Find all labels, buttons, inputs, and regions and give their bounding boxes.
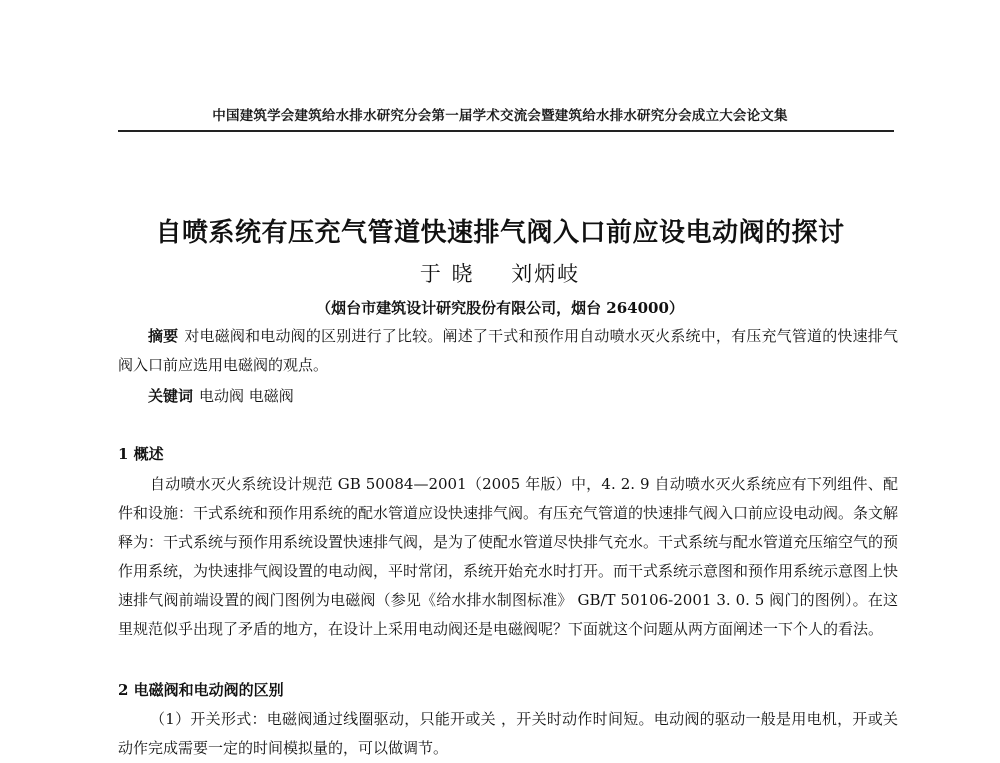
author-1: 于 晓: [419, 262, 475, 286]
section-1-body: [118, 470, 898, 644]
abstract-label: 摘要: [148, 327, 179, 345]
section-1-heading: 1 概述: [118, 445, 164, 463]
keywords: [118, 382, 898, 411]
running-header: 中国建筑学会建筑给水排水研究分会第一届学术交流会暨建筑给水排水研究分会成立大会论文集: [212, 108, 788, 124]
author-2: 刘炳岐: [511, 262, 581, 286]
abstract: [118, 322, 898, 380]
keywords-label: 关键词: [148, 387, 194, 405]
section-2-paragraph: （1）开关形式：电磁阀通过线圈驱动，只能开或关 ，开关时动作时间短。电动阀的驱动一般是用电机，开或关动作完成需要一定的时间模拟量的，可以做调节。: [118, 710, 898, 757]
section-2-body: [118, 705, 898, 763]
paper-title: 自喷系统有压充气管道快速排气阀入口前应设电动阀的探讨: [155, 218, 845, 248]
abstract-text: 对电磁阀和电动阀的区别进行了比较。阐述了干式和预作用自动喷水灭火系统中，有压充气管道的快速排气阀入口前应选用电磁阀的观点。: [118, 327, 898, 374]
authors: [0, 258, 1000, 288]
keywords-text: 电动阀 电磁阀: [199, 387, 294, 405]
section-2-heading: 2 电磁阀和电动阀的区别: [118, 681, 284, 699]
affiliation: （烟台市建筑设计研究股份有限公司，烟台 264000）: [316, 299, 684, 317]
section-1-paragraph: 自动喷水灭火系统设计规范 GB 50084—2001（2005 年版）中，4. 2. 9 自动喷水灭火系统应有下列组件、配件和设施：干式系统和预作用系统的配水管道应设快速排气阀。有压充气管道的快速排气阀入口前应设电动阀。条文解释为：干式系统与预作用系统设置快速排气阀，是为了使配水管道尽快排气充水。干式系统与配水管道充压缩空气的预作用系统，为快速排气阀设置的电动阀，平时常闭，系统开始充水时打开。而干式系统示意图和预作用系统示意图上快速排气阀前端设置的阀门图例为电磁阀（参见《给水排水制图标准》 GB/T 50106-2001 3. 0. 5 阀门的图例）。在这里规范似乎出现了矛盾的地方，在设计上采用电动阀还是电磁阀呢？下面就这个问题从两方面阐述一下个人的看法。: [118, 475, 899, 638]
header-rule: [118, 130, 894, 132]
